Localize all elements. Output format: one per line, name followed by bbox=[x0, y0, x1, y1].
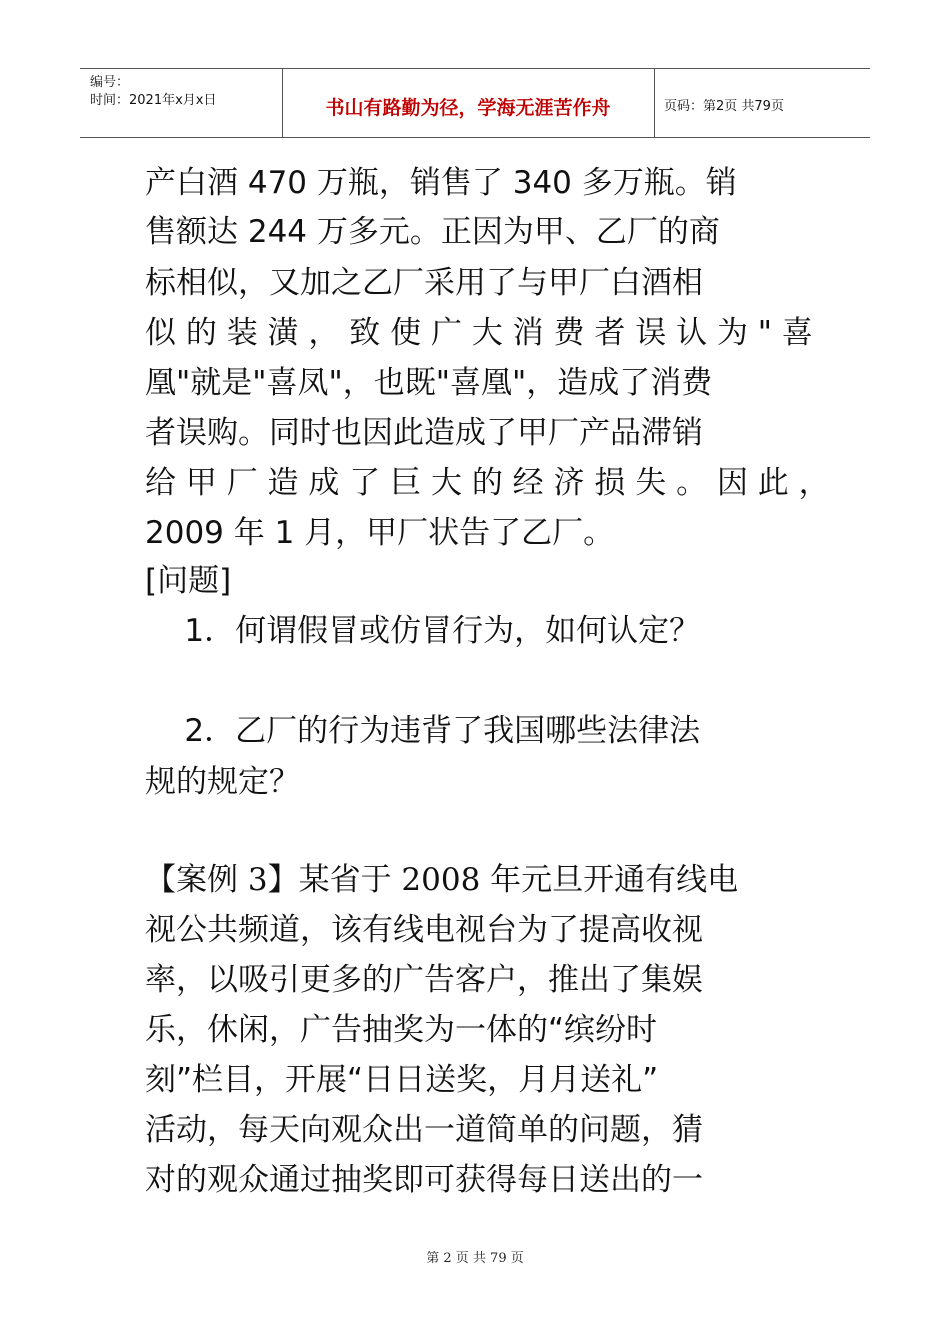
body-line: 给 甲 厂 造 成 了 巨 大 的 经 济 损 失 。 因 此 ， bbox=[145, 465, 830, 501]
body-line: 活动，每天向观众出一道简单的问题，猜 bbox=[145, 1112, 703, 1148]
body-line: 标相似，又加之乙厂采用了与甲厂白酒相 bbox=[145, 265, 703, 301]
body-line: 视公共频道，该有线电视台为了提高收视 bbox=[145, 912, 703, 948]
header-meta-cell bbox=[80, 69, 283, 137]
section-heading-questions: [问题] bbox=[145, 563, 232, 599]
body-line: 乐，休闲，广告抽奖为一体的“缤纷时 bbox=[145, 1012, 658, 1048]
body-line: 规的规定？ bbox=[145, 764, 300, 800]
case-3-heading-line: 【案例 3】某省于 2008 年元旦开通有线电 bbox=[145, 862, 739, 898]
header-page-cell bbox=[654, 69, 870, 137]
page-footer: 第 2 页 共 79 页 bbox=[426, 1251, 524, 1266]
document-number-label: 编号： bbox=[90, 75, 130, 90]
page-header bbox=[80, 68, 870, 138]
document-date-label: 时间：2021年x月x日 bbox=[90, 93, 217, 108]
body-line: 凰"就是"喜凤"，也既"喜凰"，造成了消费 bbox=[145, 365, 713, 401]
question-1: 1．何谓假冒或仿冒行为，如何认定？ bbox=[145, 613, 701, 649]
body-line: 刻”栏目，开展“日日送奖，月月送礼” bbox=[145, 1062, 659, 1098]
body-line: 者误购。同时也因此造成了甲厂产品滞销 bbox=[145, 415, 703, 451]
body-line: 售额达 244 万多元。正因为甲、乙厂的商 bbox=[145, 214, 720, 250]
body-line: 似 的 装 潢 ， 致 使 广 大 消 费 者 误 认 为 " 喜 bbox=[145, 315, 813, 351]
body-line: 率，以吸引更多的广告客户，推出了集娱 bbox=[145, 962, 703, 998]
body-line: 2009 年 1 月，甲厂状告了乙厂。 bbox=[145, 515, 615, 551]
header-page-info: 页码：第2页 共79页 bbox=[664, 99, 784, 114]
header-motto: 书山有路勤为径，学海无涯苦作舟 bbox=[325, 97, 611, 119]
header-motto-cell bbox=[282, 69, 655, 137]
body-line: 产白酒 470 万瓶，销售了 340 多万瓶。销 bbox=[145, 165, 737, 201]
question-2: 2．乙厂的行为违背了我国哪些法律法 bbox=[145, 713, 701, 749]
body-line: 对的观众通过抽奖即可获得每日送出的一 bbox=[145, 1162, 703, 1198]
